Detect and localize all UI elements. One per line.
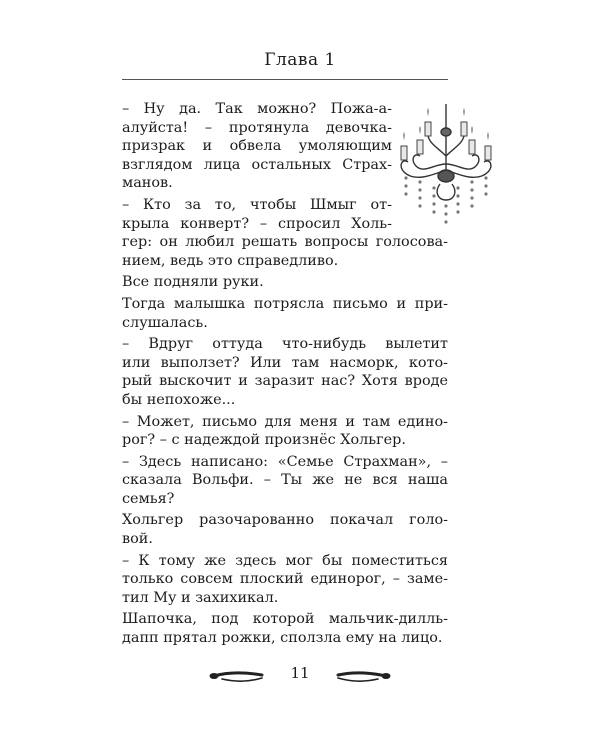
text-line: рый выскочит и заразит нас? Хотя вроде (122, 373, 448, 390)
text-line: вой. (122, 531, 153, 548)
text-line: – Вдруг оттуда что-нибудь вылетит (122, 336, 448, 353)
body-text (122, 100, 448, 651)
text-line: бы непохоже... (122, 391, 236, 408)
text-line: – Здесь написано: «Семье Страхман», – (122, 453, 448, 470)
text-line: рог? – с надеждой произнёс Хольгер. (122, 432, 406, 449)
chapter-title: Глава 1 (264, 50, 336, 70)
text-line: только совсем плоский единорог, – заме- (122, 571, 448, 588)
text-line: дапп прятал рожки, сползла ему на лицо. (122, 630, 443, 647)
text-line: Хольгер разочарованно покачал голо- (122, 512, 448, 529)
text-line: слушалась. (122, 314, 208, 331)
text-line: – К тому же здесь мог бы поместиться (122, 552, 448, 569)
text-line: манов. (122, 175, 173, 192)
paragraph (122, 453, 448, 509)
paragraph (122, 610, 448, 647)
text-line: призрак и обвела умоляющим (122, 138, 392, 155)
text-line: крыла конверт? – спросил Холь- (122, 215, 392, 232)
text-line: нием, ведь это справедливо. (122, 252, 339, 269)
text-line: гер: он любил решать вопросы голосова- (122, 234, 448, 251)
text-line: семья? (122, 490, 175, 507)
page-number: 11 (290, 664, 310, 682)
header-rule (122, 79, 448, 80)
text-line: Шапочка, под которой мальчик-дилль- (122, 611, 448, 628)
paragraph (122, 511, 448, 548)
text-line: – Ну да. Так можно? Пожа-а- (122, 101, 392, 117)
text-line: взглядом лица остальных Страх- (122, 156, 392, 173)
paragraph (122, 295, 448, 332)
text-line: сказала Вольфи. – Ты же не вся наша (122, 472, 448, 489)
paragraph (122, 273, 448, 292)
text-line: алуйста! – протянула девочка- (122, 119, 392, 136)
text-line: Все подняли руки. (122, 274, 264, 291)
paragraph (122, 335, 448, 409)
text-line: Тогда малышка потрясла письмо и при- (122, 295, 448, 312)
text-line: – Кто за то, чтобы Шмыг от- (122, 196, 392, 213)
text-line: тил Му и захихикал. (122, 589, 279, 606)
paragraph (122, 196, 448, 270)
paragraph (122, 552, 448, 608)
text-line: – Может, письмо для меня и там едино- (122, 413, 448, 430)
text-line: или выползет? Или там насморк, кото- (122, 354, 448, 371)
paragraph (122, 413, 448, 450)
paragraph (122, 100, 448, 193)
